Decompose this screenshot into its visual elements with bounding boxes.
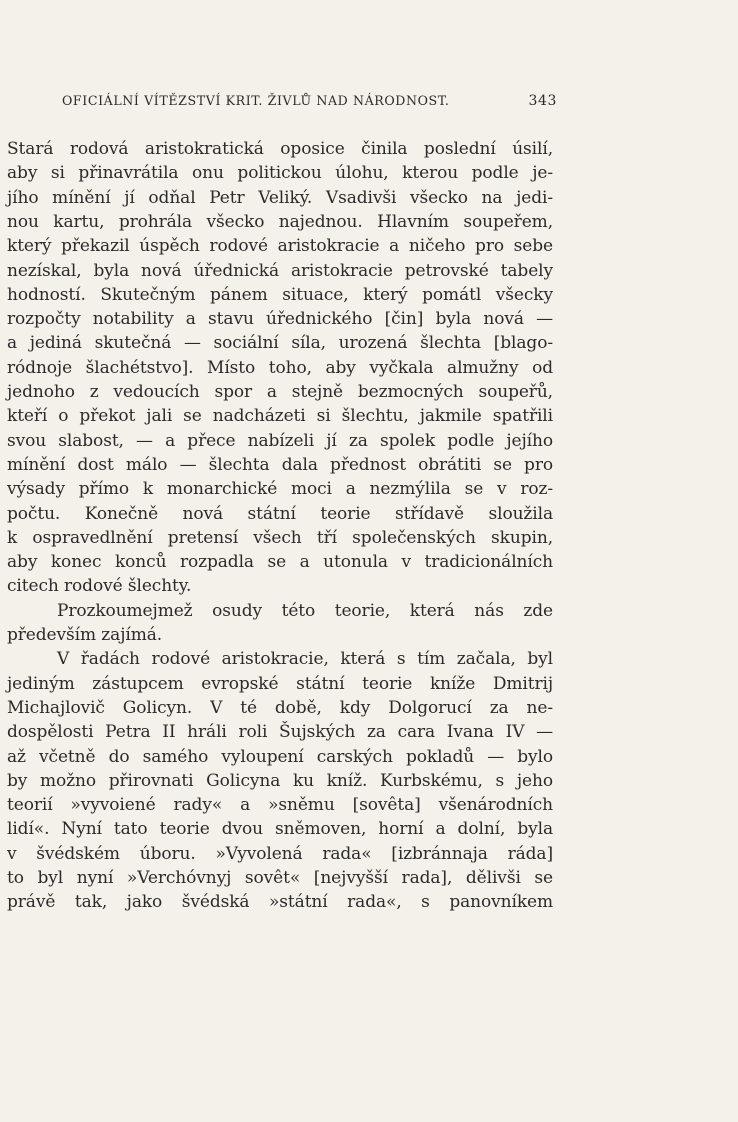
text-line: až včetně do samého vyloupení carských pokladů — bylo [7, 746, 553, 767]
text-line: citech rodové šlechty. [7, 576, 192, 597]
running-head [62, 93, 557, 113]
text-line: by možno přirovnati Golicyna ku kníž. Kurbskému, s jeho [7, 770, 553, 791]
text-line: to byl nyní »Verchóvnyj sovêt« [nejvyšší rada], dělivši se [7, 868, 553, 888]
text-line: Stará rodová aristokratická oposice činila poslední úsilí, [7, 139, 553, 159]
paragraph-first-line: Prozkoumejmež osudy této teorie, která nás zde [57, 600, 553, 621]
text-line: hodností. Skutečným pánem situace, který pomátl všecky [7, 284, 553, 305]
text-line: počtu. Konečně nová státní teorie střídavě sloužila [7, 503, 553, 524]
text-line: kteří o překot jali se nadcházeti si šlechtu, jakmile spatřili [7, 406, 553, 427]
text-line: nezískal, byla nová úřednická aristokracie petrovské tabely [7, 260, 553, 281]
text-line: právě tak, jako švédská »státní rada«, s panovníkem [7, 892, 553, 913]
paragraph-first-line: V řadách rodové aristokracie, která s tím začala, byl [57, 649, 553, 670]
text-line: lidí«. Nyní tato teorie dvou sněmoven, horní a dolní, byla [7, 819, 553, 840]
text-line: aby konec konců rozpadla se a utonula v tradicionálních [7, 552, 553, 573]
text-line: a jediná skutečná — sociální síla, urozená šlechta [blago- [7, 333, 553, 354]
running-head-title: OFICIÁLNÍ VÍTĚZSTVÍ KRIT. ŽIVLŮ NAD NÁRODNOST. [62, 93, 450, 108]
text-line: dospělosti Petra II hráli roli Šujských za cara Ivana IV — [7, 722, 553, 743]
text-line: především zajímá. [7, 625, 163, 645]
text-line: ródnoje šlachétstvo]. Místo toho, aby vyčkala almužny od [7, 357, 553, 378]
text-line: rozpočty notability a stavu úřednického [čin] byla nová — [7, 309, 553, 330]
text-line: Michajlovič Golicyn. V té době, kdy Dolgorucí za ne- [7, 697, 553, 718]
text-line: mínění dost málo — šlechta dala přednost obrátiti se pro [7, 454, 553, 475]
text-line: teorií »vyvoiené rady« a »sněmu [sovêta] všenárodních [7, 795, 553, 816]
text-line: který překazil úspěch rodové aristokracie a ničeho pro sebe [7, 236, 553, 257]
text-line: k ospravedlnění pretensí všech tří společenských skupin, [7, 527, 553, 548]
text-line: jednoho z vedoucích spor a stejně bezmocných soupeřů, [7, 382, 553, 402]
text-line: aby si přinavrátila onu politickou úlohu, kterou podle je- [7, 163, 553, 184]
text-line: výsady přímo k monarchické moci a nezmýlila se v roz- [7, 479, 553, 500]
text-line: nou kartu, prohrála všecko najednou. Hlavním soupeřem, [7, 211, 553, 232]
text-line: jího mínění jí odňal Petr Veliký. Vsadivši všecko na jedi- [7, 187, 553, 208]
text-line: svou slabost, — a přece nabízeli jí za spolek podle jejího [7, 430, 553, 451]
page-number: 343 [528, 93, 557, 109]
text-line: jediným zástupcem evropské státní teorie kníže Dmitrij [7, 673, 553, 694]
text-line: v švédském úboru. »Vyvolená rada« [izbránnaja ráda] [7, 843, 553, 864]
